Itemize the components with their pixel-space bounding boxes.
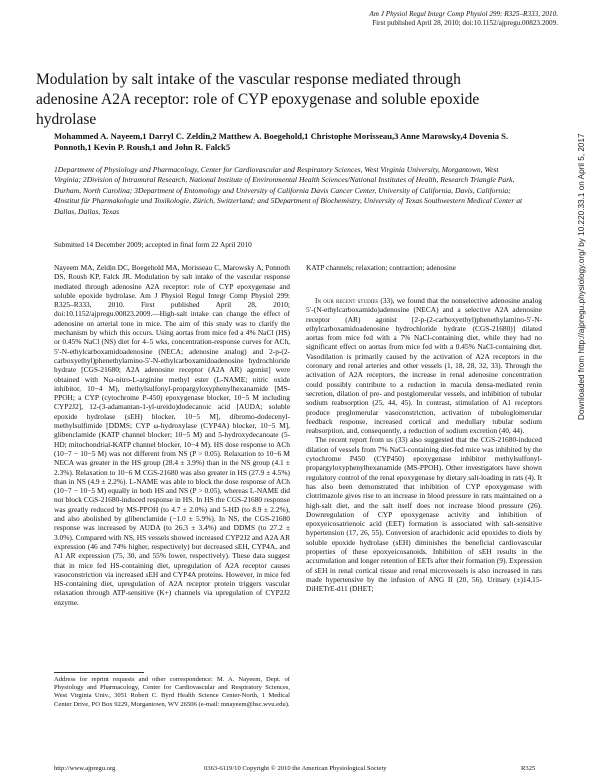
journal-header — [369, 10, 558, 28]
affiliations: 1Department of Physiology and Pharmacology, Center for Cardiovascular and Respiratory Sciences, West Virginia University, Morgantown, West Virginia; 2Division of Intramural Research, National Institute of Environmental Health Sciences/National Institutes of Health, Research Triangle Park, Durham, North Carolina; 3Department of Entomology and University of California Davis Cancer Center, University of California, Davis, California; 4Institut für Pharmakologie und Toxikologie, Zürich, Switzerland; and 5Department of Biochemistry, University of Texas Southwestern Medical Center at Dallas, Dallas, Texas — [54, 165, 523, 216]
intro-lead: In our recent studies — [315, 296, 379, 305]
introduction — [306, 296, 542, 594]
article-title: Modulation by salt intake of the vascular response mediated through adenosine A2A receptor: role of CYP epoxygenase and soluble epoxide hydrolase — [36, 71, 480, 128]
publication-info: First published April 28, 2010; doi:10.1152/ajpregu.00823.2009. — [372, 19, 558, 27]
intro-text-1: (33), we found that the nonselective adenosine analog 5′-(N-ethylcarboxamido)adenosine (NECA) and a selective A2A adenosine receptor (AR) agonist [2-p-(2-carboxyethyl)phenethylamino-5′-N-ethylcarboxamidoadenosine hydrochloride hydrate (CGS-21680)] dilated aortas from mice fed with a 7% NaCl-containing diet, while they had no significant effect on aortas from mice fed with a 0.45% NaCl-containing diet. Vasodilation is primarily caused by the activation of A2A receptors in the coronary and renal arteries and other vessels (1, 18, 28, 32, 33). Through the activation of A2A receptors, the increase in renal adenosine concentration could possibly contribute to a reduction in macula densa-mediated renin secretion, dilation of pre- and postglomerular vessels, and inhibition of tubular sodium reabsorption (25, 44, 45). In contrast, stimulation of A1 receptors produce preglomerular vasoconstriction, activation of tubuloglomerular feedback response, increased cortical and medullary tubular sodium reabsorption, and, consequently, a reduction of sodium excretion (40, 44). — [306, 296, 542, 436]
journal-citation: Am J Physiol Regul Integr Comp Physiol 299: R325–R333, 2010. — [369, 10, 558, 18]
abstract: Nayeem MA, Zeldin DC, Boegehold MA, Morisseau C, Marowsky A, Ponnoth DS, Roush KP, Falck JR. Modulation by salt intake of the vascular response mediated through adenosine A2A receptor: role of CYP epoxygenase and soluble epoxide hydrolase. Am J Physiol Regul Integr Comp Physiol 299: R325–R333, 2010. First published April 28, 2010; doi:10.1152/ajpregu.00823.2009.—High-salt intake can change the effect of adenosine on arterial tone in mice. The aim of this study was to clarify the mechanism by which this occurs. Using aortas from mice fed a 4% NaCl (HS) or 0.45% NaCl (NS) diet for 4–5 wks, concentration-response curves for ACh, 5′-N-ethylcarboxamidoadenosine (NECA; adenosine analog) and 2-p-(2-carboxyethyl)phenethylamino-5′-N-ethylcarboxamidoadenosine hydrochloride hydrate [CGS-21680; A2A adenosine receptor (A2A AR) agonist] were obtained with Nω-nitro-L-arginine methyl ester (L-NAME; nitric oxide inhibitor, 10−4 M), methylsulfonyl-propargyloxyphenylhexanamide [MS-PPOH; a CYP (cytochrome P-450) epoxygenase blocker, 10−5 M including CYP2J2], 12-(3-adamantan-1-yl-ureido)dodecanoic acid [AUDA; soluble epoxide hydrolase (sEH) blocker, 10−5 M], dibromo-dodecenyl-methylsulfimide [DDMS; CYP ω-hydroxylase (CYP4A) blocker, 10−5 M], glibenclamide (KATP channel blocker; 10−5 M) and 5-hydroxydecanoate (5-HD; mitochondrial-KATP channel blocker, 10−4 M). HS dose response to ACh (10−7 − 10−5 M) was not different from NS (P > 0.05). Relaxation to 10−6 M NECA was greater in the HS group (28.4 ± 3.9%) than in the NS group (4.1 ± 2.3%). Relaxation to 10−6 M CGS-21680 was also greater in HS (27.9 ± 4.5%) than in NS (4.9 ± 2.2%). L-NAME was able to block the dose response of ACh (10−7 − 10−5 M) equally in both HS and NS (P > 0.05), whereas L-NAME did not block CGS-21680-induced response in HS. In HS the CGS-21680 response was greatly reduced by MS-PPOH (to 4.7 ± 2.0%) and 5-HD (to 8.9 ± 2.2%), and also abolished by glibenclamide (−1.0 ± 5.9%). In NS, the CGS-21680 response was increased by AUDA (to 26.3 ± 3.4%) and DDMS (to 27.2 ± 3.0%). Compared with NS, HS vessels showed increased CYP2J2 and A2A AR expression (46 and 74% higher, respectively) but decreased sEH, CYP4A, and A1 AR expression (75, 30, and 55% lower, respectively). These data suggest that in mice fed HS-containing diet, upregulation of A2A receptor causes vasoconstriction via increased sEH and CYP4A proteins. However, in mice fed HS-containing diet, upregulation of A2A receptor protein triggers vascular relaxation through ATP-sensitive (K+) channels via upregulation of CYP2J2 enzyme. — [54, 263, 290, 607]
journal-url[interactable]: http://www.ajpregu.org — [54, 765, 116, 772]
page-number: R325 — [521, 765, 536, 772]
author-list: Mohammed A. Nayeem,1 Darryl C. Zeldin,2 Matthew A. Boegehold,1 Christophe Morisseau,3 Anne Marowsky,4 Dovenia S. Ponnoth,1 Kevin P. Roush,1 and John R. Falck5 — [54, 131, 509, 152]
intro-paragraph-2: The recent report from us (33) also suggested that the CGS-21680-induced dilation of vessels from 7% NaCl-containing diet-fed mice was inhibited by the cytochrome P450 (CYP450) epoxygenase inhibitor methylsulfonyl-propargyloxyphenylhexanamide (MS-PPOH). Other investigators have shown regulatory control of the renal epoxygenase by dietary salt-loading in rats (4). It has also been demonstrated that inhibition of CYP epoxygenase with clotrimazole gives rise to an increase in blood pressure in rats maintained on a high-salt diet, and the salt itself does not increase blood pressure (26). Downregulation of CYP epoxygenase activity and inhibition of epoxyeicosatrienoic acid (EET) formation is associated with salt-sensitive hypertension (17, 26, 55). Conversion of arachidonic acid epoxides to diols by soluble epoxide hydrolase (sEH) diminishes the beneficial cardiovascular properties of these epoxyeicosanoids. Inhibition of sEH results in the accumulation and longer retention of EETs after their formation (9). Expression of sEH in renal cortical tissue and renal microvessels is also increased in rats made hypertensive by the infusion of ANG II (20, 56). Urinary (±)14,15-DiHETrE-d11 (DHET; — [306, 435, 542, 594]
keywords: KATP channels; relaxation; contraction; adenosine — [306, 263, 456, 272]
download-watermark: Downloaded from http://ajpregu.physiology.org/ by 10.220.33.1 on April 5, 2017 — [577, 133, 586, 420]
copyright-line: 0363-6119/10 Copyright © 2010 the American Physiological Society — [204, 765, 387, 772]
footnote-divider — [54, 672, 144, 673]
intro-paragraph-1 — [306, 296, 542, 435]
received-dates: Submitted 14 December 2009; accepted in final form 22 April 2010 — [54, 240, 252, 249]
correspondence-footnote: Address for reprint requests and other correspondence: M. A. Nayeem, Dept. of Physiology and Pharmacology, Center for Cardiovascular and Respiratory Sciences, West Virginia Univ., 3051 Robert C. Byrd Health Science Center-North, 1 Medical Center Drive, PO Box 9229, Morgantown, WV 26506 (e-mail: mnayeem@hsc.wvu.edu). — [54, 676, 290, 708]
